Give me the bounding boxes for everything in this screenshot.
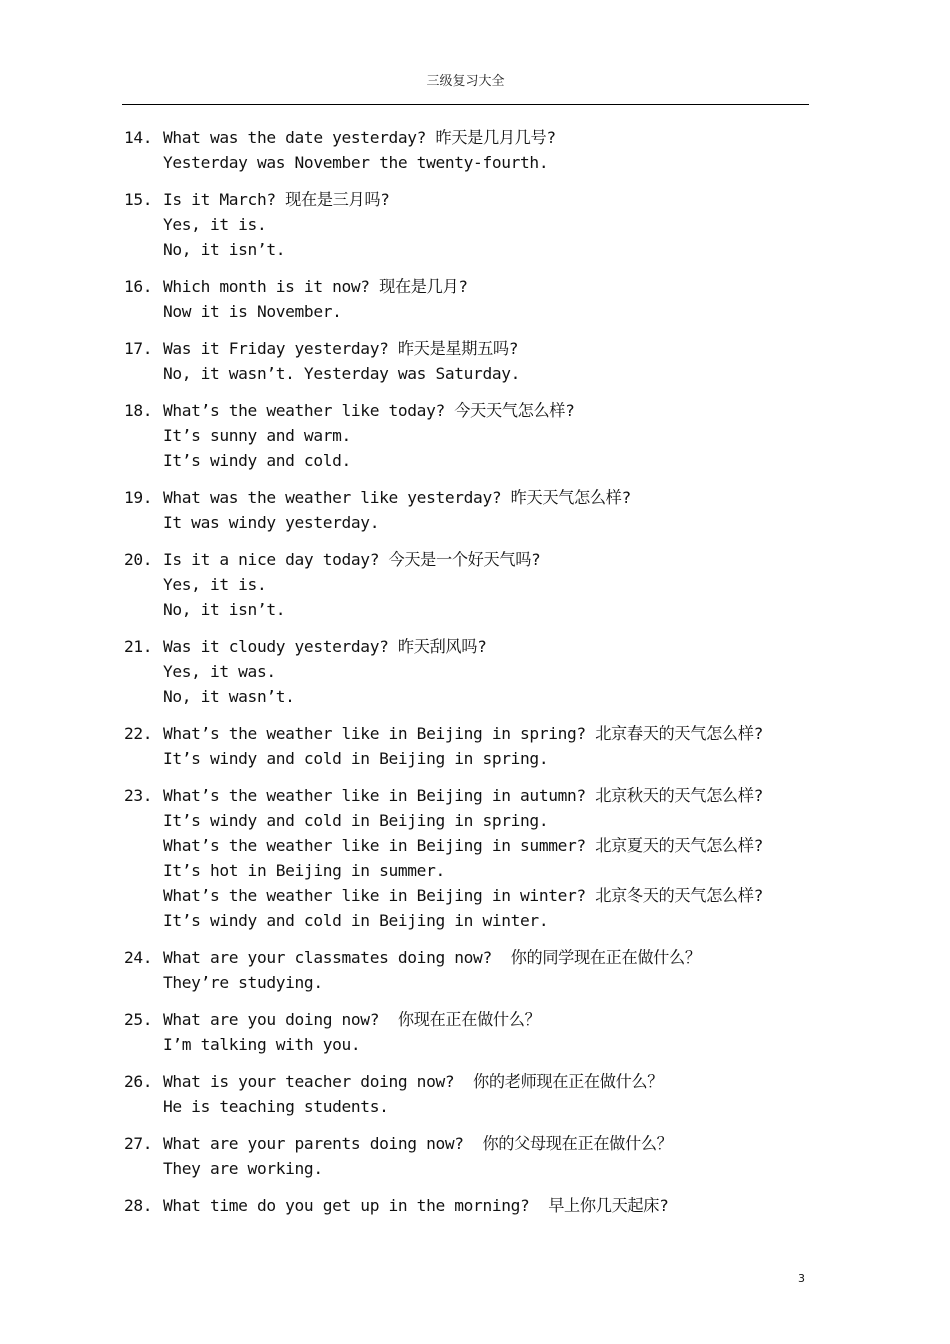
item-number: 16.: [124, 277, 153, 296]
qa-item: [124, 1131, 824, 1181]
line-text: It’s windy and cold in Beijing in spring.: [163, 811, 549, 830]
qa-item: [124, 336, 824, 386]
line-text: What are your classmates doing now? 你的同学现在正在做什么？: [163, 948, 701, 967]
line-text: No, it isn’t.: [163, 240, 286, 259]
line-text: It’s windy and cold in Beijing in winter.: [163, 911, 549, 930]
line-text: No, it wasn’t. Yesterday was Saturday.: [163, 364, 521, 383]
qa-answer-line: [124, 150, 824, 175]
line-text: Yesterday was November the twenty-fourth.: [163, 153, 549, 172]
qa-question-line: [124, 1007, 824, 1032]
line-text: It’s windy and cold in Beijing in spring.: [163, 749, 549, 768]
line-text: What’s the weather like in Beijing in autumn? 北京秋天的天气怎么样?: [163, 786, 763, 805]
qa-answer-line: [124, 510, 824, 535]
qa-item: [124, 547, 824, 622]
qa-item: [124, 945, 824, 995]
line-text: Yes, it is.: [163, 215, 267, 234]
line-text: What was the date yesterday? 昨天是几月几号?: [163, 128, 556, 147]
line-text: What’s the weather like today? 今天天气怎么样?: [163, 401, 575, 420]
qa-answer-line: [124, 361, 824, 386]
item-number: 28.: [124, 1196, 153, 1215]
item-number: 20.: [124, 550, 153, 569]
qa-item: [124, 1007, 824, 1057]
qa-question-line: [124, 1193, 824, 1218]
item-number: 15.: [124, 190, 153, 209]
line-text: It’s sunny and warm.: [163, 426, 351, 445]
qa-item: [124, 274, 824, 324]
qa-answer-line: [124, 448, 824, 473]
item-number: 25.: [124, 1010, 153, 1029]
line-text: It’s hot in Beijing in summer.: [163, 861, 445, 880]
line-text: I’m talking with you.: [163, 1035, 361, 1054]
qa-question-line: [124, 125, 824, 150]
item-number: 24.: [124, 948, 153, 967]
qa-question-line: [124, 274, 824, 299]
line-text: What is your teacher doing now? 你的老师现在正在做什么？: [163, 1072, 664, 1091]
qa-item: [124, 634, 824, 709]
item-number: 26.: [124, 1072, 153, 1091]
item-number: 18.: [124, 401, 153, 420]
item-number: 19.: [124, 488, 153, 507]
page-number: 3: [798, 1272, 805, 1285]
qa-item: [124, 485, 824, 535]
item-number: 21.: [124, 637, 153, 656]
qa-item: [124, 721, 824, 771]
qa-answer-line: [124, 212, 824, 237]
line-text: What’s the weather like in Beijing in winter? 北京冬天的天气怎么样?: [163, 886, 763, 905]
header-rule: [122, 104, 809, 105]
qa-question-line: [124, 634, 824, 659]
qa-question-line: [124, 945, 824, 970]
qa-answer-line: [124, 970, 824, 995]
line-text: Is it March? 现在是三月吗?: [163, 190, 390, 209]
qa-answer-line: [124, 833, 824, 858]
line-text: What time do you get up in the morning? 早上你几天起床?: [163, 1196, 669, 1215]
line-text: Is it a nice day today? 今天是一个好天气吗?: [163, 550, 541, 569]
qa-list: [124, 125, 824, 1230]
qa-answer-line: [124, 597, 824, 622]
qa-answer-line: [124, 237, 824, 262]
qa-question-line: [124, 187, 824, 212]
qa-question-line: [124, 1069, 824, 1094]
qa-answer-line: [124, 299, 824, 324]
qa-question-line: [124, 485, 824, 510]
line-text: Which month is it now? 现在是几月?: [163, 277, 468, 296]
qa-answer-line: [124, 746, 824, 771]
qa-answer-line: [124, 808, 824, 833]
line-text: Was it Friday yesterday? 昨天是星期五吗?: [163, 339, 519, 358]
line-text: What was the weather like yesterday? 昨天天气怎么样?: [163, 488, 631, 507]
qa-answer-line: [124, 572, 824, 597]
line-text: What are your parents doing now? 你的父母现在正在做什么？: [163, 1134, 673, 1153]
qa-answer-line: [124, 908, 824, 933]
line-text: No, it isn’t.: [163, 600, 286, 619]
qa-item: [124, 783, 824, 933]
line-text: They are working.: [163, 1159, 323, 1178]
qa-answer-line: [124, 1032, 824, 1057]
line-text: They’re studying.: [163, 973, 323, 992]
line-text: Now it is November.: [163, 302, 342, 321]
item-number: 22.: [124, 724, 153, 743]
item-number: 17.: [124, 339, 153, 358]
qa-question-line: [124, 1131, 824, 1156]
qa-question-line: [124, 336, 824, 361]
qa-question-line: [124, 721, 824, 746]
line-text: It’s windy and cold.: [163, 451, 351, 470]
qa-item: [124, 398, 824, 473]
line-text: No, it wasn’t.: [163, 687, 295, 706]
line-text: What’s the weather like in Beijing in summer? 北京夏天的天气怎么样?: [163, 836, 763, 855]
item-number: 14.: [124, 128, 153, 147]
qa-answer-line: [124, 423, 824, 448]
qa-item: [124, 187, 824, 262]
qa-question-line: [124, 547, 824, 572]
qa-question-line: [124, 398, 824, 423]
qa-answer-line: [124, 1156, 824, 1181]
line-text: He is teaching students.: [163, 1097, 389, 1116]
line-text: Yes, it was.: [163, 662, 276, 681]
page-header-title: 三级复习大全: [426, 74, 505, 89]
qa-item: [124, 1193, 824, 1218]
line-text: Was it cloudy yesterday? 昨天刮风吗?: [163, 637, 487, 656]
qa-answer-line: [124, 659, 824, 684]
item-number: 27.: [124, 1134, 153, 1153]
line-text: Yes, it is.: [163, 575, 267, 594]
line-text: What are you doing now? 你现在正在做什么？: [163, 1010, 541, 1029]
qa-answer-line: [124, 1094, 824, 1119]
qa-item: [124, 1069, 824, 1119]
line-text: It was windy yesterday.: [163, 513, 380, 532]
qa-answer-line: [124, 883, 824, 908]
qa-question-line: [124, 783, 824, 808]
line-text: What’s the weather like in Beijing in spring? 北京春天的天气怎么样?: [163, 724, 763, 743]
qa-item: [124, 125, 824, 175]
item-number: 23.: [124, 786, 153, 805]
qa-answer-line: [124, 858, 824, 883]
qa-answer-line: [124, 684, 824, 709]
